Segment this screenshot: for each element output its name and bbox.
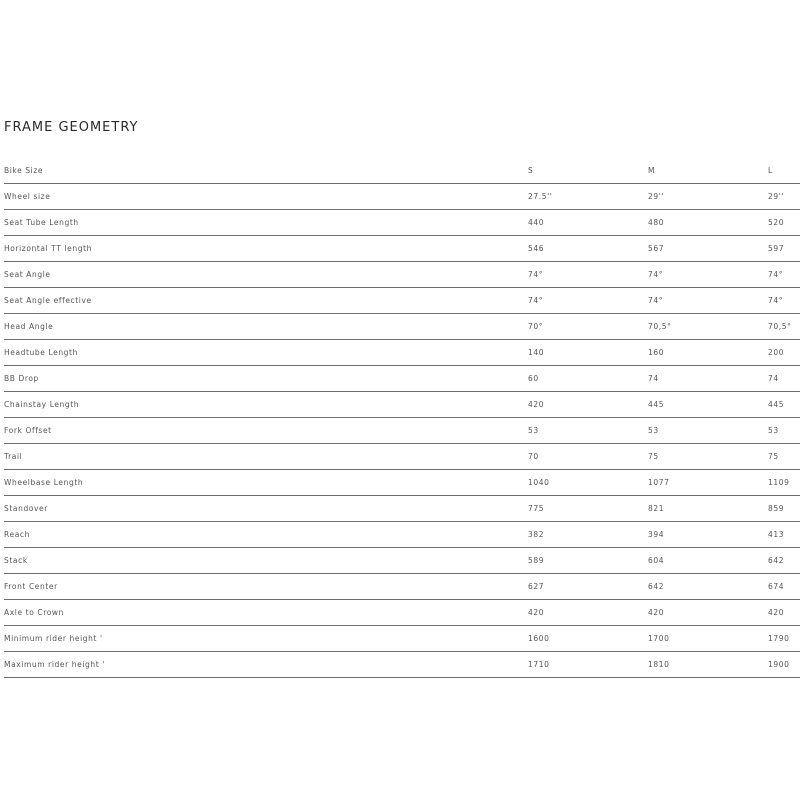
table-row: [4, 548, 800, 574]
value-size-m: 394: [648, 530, 665, 539]
value-size-m: 1700: [648, 634, 670, 643]
value-size-s: 74°: [528, 296, 544, 305]
value-size-m: 74°: [648, 296, 664, 305]
value-size-l: 413: [768, 530, 785, 539]
value-size-m: 70,5°: [648, 322, 672, 331]
value-size-m: 53: [648, 426, 659, 435]
value-size-s: 775: [528, 504, 545, 513]
value-size-l: 420: [768, 608, 785, 617]
row-label: Maximum rider height ': [4, 660, 105, 669]
value-size-s: 140: [528, 348, 545, 357]
value-size-l: 29'': [768, 192, 785, 201]
value-size-m: 29'': [648, 192, 665, 201]
table-row: [4, 522, 800, 548]
table-row: [4, 574, 800, 600]
table-row: [4, 314, 800, 340]
header-cell-size-l: L: [768, 166, 773, 175]
value-size-l: 1109: [768, 478, 790, 487]
value-size-s: 60: [528, 374, 539, 383]
table-header-row: [4, 158, 800, 184]
value-size-m: 567: [648, 244, 665, 253]
table-row: [4, 496, 800, 522]
value-size-m: 74: [648, 374, 659, 383]
value-size-m: 75: [648, 452, 659, 461]
row-label: Chainstay Length: [4, 400, 80, 409]
value-size-l: 75: [768, 452, 779, 461]
value-size-s: 70: [528, 452, 539, 461]
row-label: Seat Angle: [4, 270, 51, 279]
value-size-s: 440: [528, 218, 545, 227]
value-size-s: 420: [528, 400, 545, 409]
value-size-l: 200: [768, 348, 785, 357]
table-row: [4, 210, 800, 236]
value-size-l: 642: [768, 556, 785, 565]
value-size-l: 70,5°: [768, 322, 792, 331]
table-row: [4, 652, 800, 678]
row-label: Minimum rider height ': [4, 634, 103, 643]
header-cell-label: Bike Size: [4, 166, 44, 175]
value-size-s: 382: [528, 530, 545, 539]
row-label: Seat Tube Length: [4, 218, 79, 227]
value-size-l: 1900: [768, 660, 790, 669]
value-size-m: 420: [648, 608, 665, 617]
value-size-m: 74°: [648, 270, 664, 279]
value-size-l: 53: [768, 426, 779, 435]
page-title: FRAME GEOMETRY: [4, 120, 139, 135]
row-label: Standover: [4, 504, 48, 513]
table-row: [4, 366, 800, 392]
table-row: [4, 288, 800, 314]
value-size-l: 1790: [768, 634, 790, 643]
table-row: [4, 262, 800, 288]
header-cell-size-s: S: [528, 166, 534, 175]
value-size-l: 445: [768, 400, 785, 409]
value-size-m: 445: [648, 400, 665, 409]
row-label: Seat Angle effective: [4, 296, 92, 305]
row-label: Reach: [4, 530, 30, 539]
row-label: Head Angle: [4, 322, 54, 331]
value-size-s: 420: [528, 608, 545, 617]
row-label: Headtube Length: [4, 348, 78, 357]
table-row: [4, 600, 800, 626]
value-size-m: 1077: [648, 478, 670, 487]
row-label: BB Drop: [4, 374, 39, 383]
value-size-l: 597: [768, 244, 785, 253]
value-size-s: 53: [528, 426, 539, 435]
value-size-s: 74°: [528, 270, 544, 279]
value-size-s: 546: [528, 244, 545, 253]
table-row: [4, 392, 800, 418]
value-size-m: 642: [648, 582, 665, 591]
value-size-s: 70°: [528, 322, 544, 331]
value-size-s: 1600: [528, 634, 550, 643]
value-size-s: 589: [528, 556, 545, 565]
value-size-l: 520: [768, 218, 785, 227]
geometry-table: [4, 158, 800, 678]
table-body: [4, 184, 800, 678]
row-label: Axle to Crown: [4, 608, 64, 617]
row-label: Stack: [4, 556, 28, 565]
value-size-l: 74: [768, 374, 779, 383]
row-label: Wheelbase Length: [4, 478, 84, 487]
row-label: Horizontal TT length: [4, 244, 92, 253]
value-size-m: 480: [648, 218, 665, 227]
value-size-m: 604: [648, 556, 665, 565]
value-size-m: 160: [648, 348, 665, 357]
value-size-l: 859: [768, 504, 785, 513]
header-cell-size-m: M: [648, 166, 656, 175]
value-size-l: 74°: [768, 296, 784, 305]
value-size-m: 1810: [648, 660, 670, 669]
table-row: [4, 184, 800, 210]
table-row: [4, 444, 800, 470]
table-row: [4, 236, 800, 262]
value-size-l: 674: [768, 582, 785, 591]
row-label: Front Center: [4, 582, 58, 591]
value-size-s: 1710: [528, 660, 550, 669]
value-size-l: 74°: [768, 270, 784, 279]
value-size-s: 27.5'': [528, 192, 553, 201]
table-row: [4, 340, 800, 366]
value-size-s: 627: [528, 582, 545, 591]
table-row: [4, 418, 800, 444]
row-label: Fork Offset: [4, 426, 52, 435]
row-label: Wheel size: [4, 192, 51, 201]
value-size-s: 1040: [528, 478, 550, 487]
table-row: [4, 470, 800, 496]
row-label: Trail: [4, 452, 23, 461]
table-row: [4, 626, 800, 652]
value-size-m: 821: [648, 504, 665, 513]
